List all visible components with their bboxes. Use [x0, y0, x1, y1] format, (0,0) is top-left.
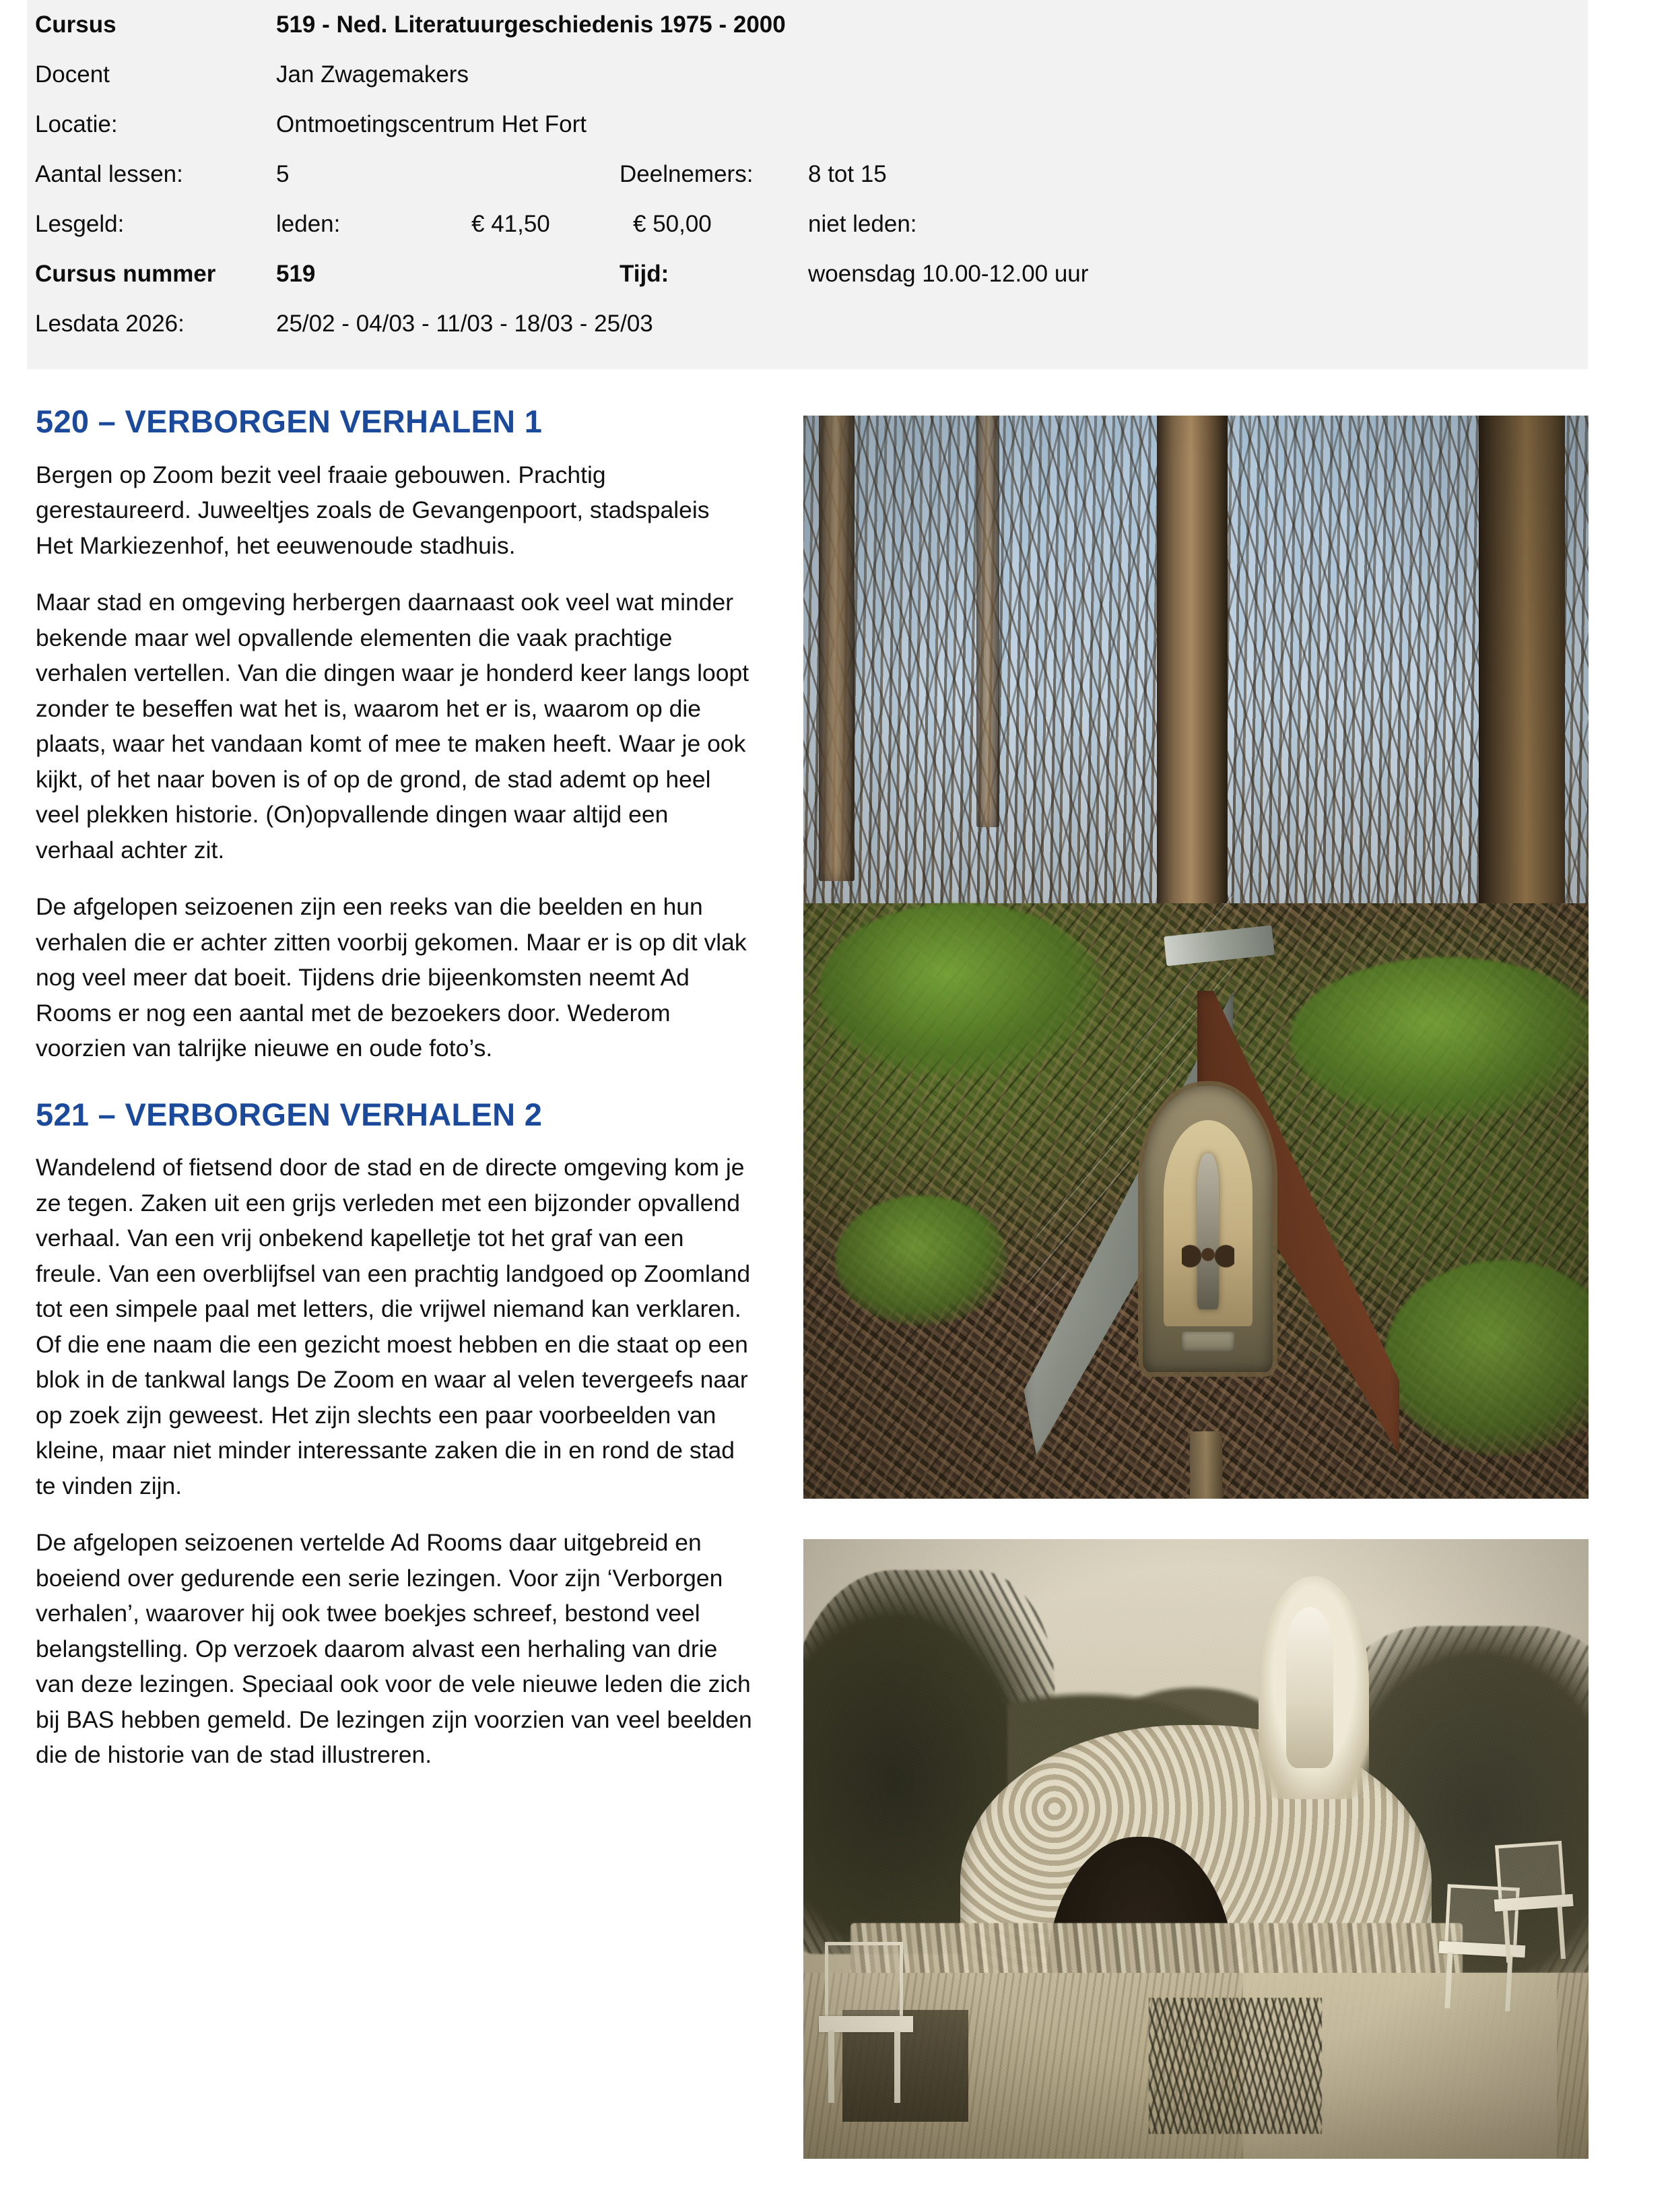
- course-info-value: Deelnemers:: [620, 161, 754, 187]
- paragraph-521-1: Wandelend of fietsend door de stad en de directe omgeving kom je ze tegen. Zaken uit een grijs verleden met een bijzonder opvallend verhaal. Van een vrij onbekend kapelletje tot het graf van een freule. Van een overblijfsel van een prachtig landgoed op Zoomland tot een simpele paal met letters, die vrijwel niemand kan verklaren. Of die ene naam die een gezicht moest hebben en die staat op een blok in de tankwal langs De Zoom en waar al velen tevergeefs naar op zoek zijn geweest. Het zijn slechts een paar voorbeelden van kleine, maar niet minder interessante zaken die in en rond de stad te vinden zijn.: [36, 1154, 751, 1499]
- course-info-value: leden:: [276, 211, 341, 237]
- paragraph-520-2: Maar stad en omgeving herbergen daarnaast ook veel wat minder bekende maar wel opvallende elementen die vaak prachtige verhalen vertellen. Van die dingen waar je honderd keer langs loopt zonder te beseffen wat het is, waarom het er is, waarom op die plaats, waar het vandaan komt of mee te maken heeft. Waar je ook kijkt, of het naar boven is of op de grond, de stad ademt op heel veel plekken historie. (On)opvallende dingen waar altijd een verhaal achter zit.: [36, 589, 749, 864]
- paragraph-520-1: Bergen op Zoom bezit veel fraaie gebouwen. Prachtig gerestaureerd. Juweeltjes zoals de Gevangenpoort, stadspaleis Het Markiezenhof, het eeuwenoude stadhuis.: [36, 461, 710, 559]
- section-heading-521: 521 – VERBORGEN VERHALEN 2: [36, 1096, 543, 1132]
- course-info-value: € 50,00: [633, 211, 712, 237]
- course-info-value: € 41,50: [471, 211, 550, 237]
- course-info-label: Cursus nummer: [35, 261, 216, 287]
- course-info-band: [27, 0, 1588, 369]
- course-info-row: [27, 199, 1588, 249]
- course-info-label: Lesgeld:: [35, 211, 125, 237]
- photo-lourdes-grotto: [803, 1539, 1589, 2159]
- photo-vignette: [803, 416, 1589, 1499]
- photo-wayside-chapel: [803, 416, 1589, 1499]
- course-info-label: Lesdata 2026:: [35, 311, 185, 337]
- photo-vignette: [803, 1539, 1589, 2159]
- course-info-row: [27, 50, 1588, 100]
- course-info-row: [27, 299, 1588, 349]
- course-info-value: Tijd:: [620, 261, 669, 287]
- section-heading-520: 520 – VERBORGEN VERHALEN 1: [36, 403, 543, 439]
- course-info-row: [27, 100, 1588, 150]
- course-info-value: 8 tot 15: [808, 161, 887, 187]
- course-info-value: woensdag 10.00-12.00 uur: [808, 261, 1089, 287]
- course-info-value: niet leden:: [808, 211, 917, 237]
- paragraph-521-2: De afgelopen seizoenen vertelde Ad Rooms daar uitgebreid en boeiend over gedurende een serie lezingen. Voor zijn ‘Verborgen verhalen’, waarover hij ook twee boekjes schreef, bestond veel belangstelling. Op verzoek daarom alvast een herhaling van drie van deze lezingen. Speciaal ook voor de vele nieuwe leden die zich bij BAS hebben gemeld. De lezingen zijn voorzien van veel beelden die de historie van de stad illustreren.: [36, 1529, 752, 1769]
- article-text-column: [36, 404, 753, 1773]
- course-info-value: 25/02 - 04/03 - 11/03 - 18/03 - 25/03: [276, 311, 653, 337]
- course-info-label: Docent: [35, 61, 110, 88]
- course-info-value: Ontmoetingscentrum Het Fort: [276, 111, 587, 137]
- course-info-row: [27, 249, 1588, 299]
- course-info-label: Aantal lessen:: [35, 161, 183, 187]
- course-info-row: [27, 0, 1588, 50]
- course-info-label: Cursus: [35, 11, 116, 38]
- course-info-value: 5: [276, 161, 290, 187]
- course-info-label: Locatie:: [35, 111, 118, 137]
- course-info-value: 519 - Ned. Literatuurgeschiedenis 1975 - 2000: [276, 11, 786, 38]
- course-info-value: Jan Zwagemakers: [276, 61, 469, 88]
- paragraph-520-3: De afgelopen seizoenen zijn een reeks van die beelden en hun verhalen die er achter zitten voorbij gekomen. Maar er is op dit vlak nog veel meer dat boeit. Tijdens drie bijeenkomsten neemt Ad Rooms er nog een aantal met de bezoekers door. Wederom voorzien van talrijke nieuwe en oude foto’s.: [36, 893, 747, 1062]
- course-info-value: 519: [276, 261, 316, 287]
- course-info-row: [27, 150, 1588, 199]
